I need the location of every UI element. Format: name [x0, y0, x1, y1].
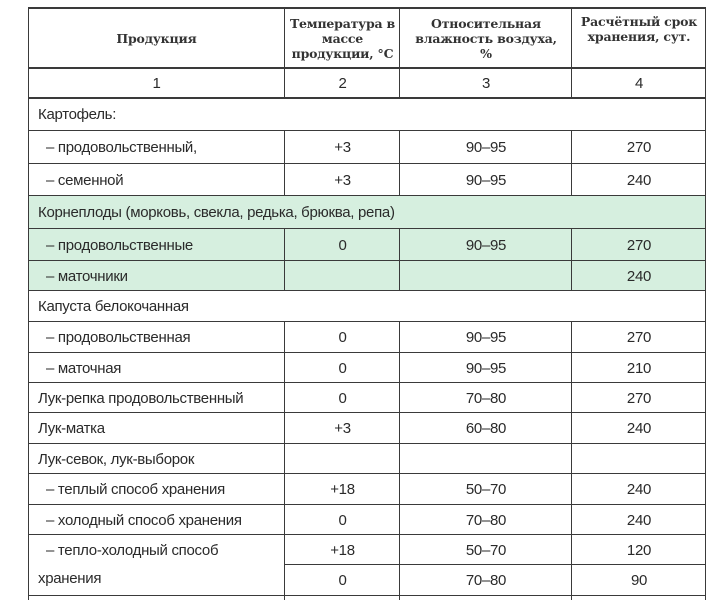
row-root-mother-days: 240: [626, 267, 652, 285]
row-root-mother-temp: [285, 261, 400, 291]
divider-col3: [399, 131, 400, 196]
rule: [28, 321, 706, 322]
rule: [28, 382, 706, 383]
row-sets-warmcold2-days: 90: [630, 571, 648, 589]
divider-col2: [284, 131, 285, 196]
row-onion-bulb-product: Лук-репка продовольственный: [38, 389, 244, 407]
row-cabbage-food-days: 270: [626, 329, 652, 346]
row-onion-mother-product: Лук-матка: [38, 420, 105, 437]
rule: [28, 290, 706, 291]
header-storage-days: Расчётный срок хранения, сут.: [580, 14, 698, 44]
row-cabbage-mother-humidity: 90–95: [465, 359, 507, 377]
divider-col2: [284, 322, 285, 600]
row-sets-warmcold-line1: – тепло-холодный способ: [46, 542, 219, 559]
row-onion-bulb-humidity: 70–80: [465, 389, 507, 407]
rule: [28, 504, 706, 505]
row-onion-bulb-temp: 0: [338, 389, 347, 407]
rule-header-bottom: [28, 67, 706, 69]
row-root-food-days: 270: [626, 236, 652, 254]
rule-top: [28, 7, 706, 9]
rule: [28, 260, 706, 261]
row-onion-sets-group: Лук-севок, лук-выборок: [38, 450, 195, 468]
rule: [28, 228, 706, 229]
divider-col2: [284, 229, 285, 291]
divider-col4: [571, 131, 572, 196]
rule: [28, 534, 706, 535]
border-right: [705, 7, 706, 600]
rule: [28, 163, 706, 164]
row-sets-warm-humidity: 50–70: [465, 481, 507, 498]
divider-col3: [399, 7, 400, 98]
row-sets-warm-product: – теплый способ хранения: [46, 481, 225, 498]
column-number-3: 3: [481, 74, 491, 92]
header-humidity: Относительная влажность воздуха, %: [415, 15, 557, 61]
rule-partial: [285, 564, 706, 565]
row-cabbage-food-temp: 0: [338, 329, 347, 346]
rule: [28, 352, 706, 353]
row-sets-warmcold-line2: хранения: [38, 570, 102, 587]
row-sets-warmcold-temp: +18: [330, 541, 355, 559]
row-sets-warmcold-days: 120: [626, 541, 652, 559]
divider-col4: [571, 7, 572, 98]
row-cabbage-mother-days: 210: [626, 359, 652, 377]
row-cabbage-mother-product: – маточная: [46, 359, 122, 377]
row-sets-cold-humidity: 70–80: [465, 511, 507, 529]
divider-col3: [399, 229, 400, 291]
row-cabbage-food-humidity: 90–95: [465, 329, 507, 346]
divider-col4: [571, 322, 572, 600]
row-sets-warmcold-product: [28, 535, 285, 595]
row-root-food-humidity: 90–95: [465, 236, 507, 254]
rule: [28, 130, 706, 131]
row-onion-mother-humidity: 60–80: [465, 420, 507, 437]
rule: [28, 443, 706, 444]
row-potato-group: Картофель:: [38, 106, 117, 123]
row-root-crops-group: Корнеплоды (морковь, свекла, редька, брюква, репа): [38, 204, 395, 221]
header-product: Продукция: [116, 30, 197, 46]
row-root-mother-humidity: [400, 261, 572, 291]
row-sets-cold-temp: 0: [338, 511, 347, 529]
row-onion-bulb-days: 270: [626, 389, 652, 407]
divider-col4: [571, 229, 572, 291]
row-potato-food-days: 270: [626, 139, 652, 156]
row-sets-warm-days: 240: [626, 481, 652, 498]
row-sets-warmcold2-humidity: 70–80: [465, 571, 507, 589]
row-potato-seed-product: – семенной: [46, 171, 124, 189]
row-root-food-product: – продовольственные: [46, 236, 193, 254]
row-cabbage-mother-temp: 0: [338, 359, 347, 377]
rule: [28, 473, 706, 474]
row-potato-food-humidity: 90–95: [465, 139, 507, 156]
column-number-1: 1: [152, 74, 161, 92]
column-number-2: 2: [338, 74, 347, 92]
row-sets-cold-days: 240: [626, 511, 652, 529]
row-sets-warmcold2-temp: 0: [338, 571, 347, 589]
rule: [28, 412, 706, 413]
row-cabbage-group: Капуста белокочанная: [38, 298, 189, 315]
row-potato-food-temp: +3: [334, 139, 351, 156]
row-sets-cold-product: – холодный способ хранения: [46, 511, 242, 529]
row-potato-food-product: – продовольственный,: [46, 139, 197, 156]
row-potato-seed-humidity: 90–95: [465, 171, 507, 189]
border-left: [28, 7, 29, 600]
row-sets-warmcold-humidity: 50–70: [465, 541, 507, 559]
rule: [28, 195, 706, 196]
row-sets-warm-temp: +18: [330, 481, 355, 498]
divider-col2: [284, 7, 285, 98]
column-number-4: 4: [634, 74, 644, 92]
rule-bottom: [28, 595, 706, 596]
row-cabbage-food-product: – продовольственная: [46, 329, 191, 346]
rule-numbers-bottom: [28, 97, 706, 99]
header-temperature: Температура в массе продукции, °С: [289, 15, 396, 61]
row-root-food-temp: 0: [338, 236, 347, 254]
row-onion-mother-temp: +3: [334, 420, 351, 437]
row-onion-mother-days: 240: [626, 420, 652, 437]
row-potato-seed-days: 240: [626, 171, 652, 189]
divider-col3: [399, 322, 400, 600]
row-root-mother-product: – маточники: [46, 267, 128, 285]
row-potato-seed-temp: +3: [334, 171, 351, 189]
